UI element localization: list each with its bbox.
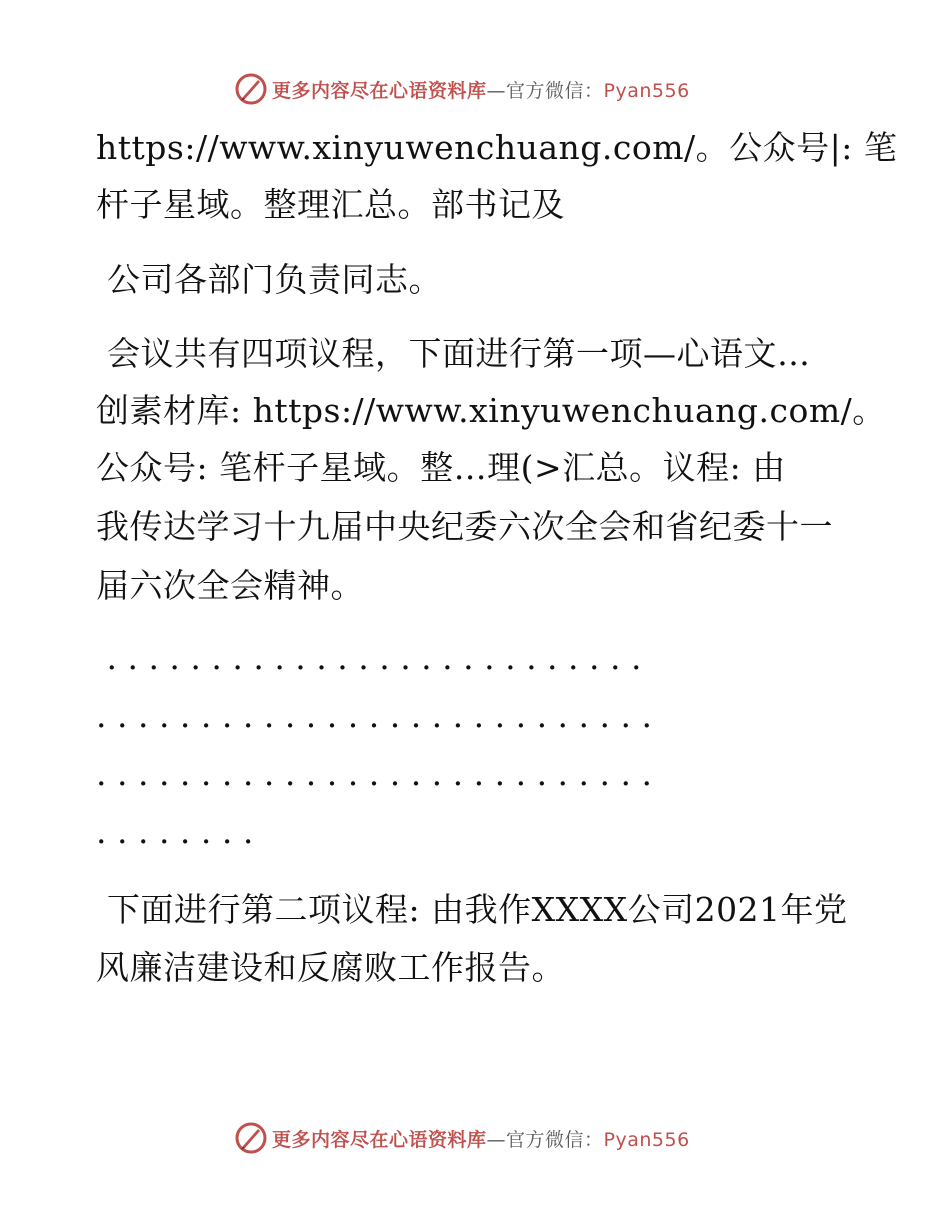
ellipsis-dots: . . . . . . . . . . . . . . . . . . . . . . . . . . <box>96 638 642 677</box>
body-line: 我传达学习十九届中央纪委六次全会和省纪委十一 <box>96 507 833 546</box>
banner-text <box>272 76 690 103</box>
banner-wechat: Pyan556 <box>603 1128 690 1151</box>
footer-banner <box>234 1120 754 1156</box>
body-line: https://www.xinyuwenchuang.com/。公众号|: 笔 <box>96 128 898 167</box>
body-line: 杆子星域。整理汇总。部书记及 <box>96 185 565 224</box>
ellipsis-dots: . . . . . . . . <box>96 812 254 851</box>
body-line: 下面进行第二项议程: 由我作XXXX公司2021年党 <box>96 890 848 929</box>
ellipsis-dots: . . . . . . . . . . . . . . . . . . . . . . . . . . . <box>96 696 652 735</box>
body-line: 公司各部门负责同志。 <box>96 260 442 299</box>
banner-brand: 更多内容尽在心语资料库 <box>272 1128 487 1151</box>
ellipsis-dots: . . . . . . . . . . . . . . . . . . . . . . . . . . . <box>96 754 652 793</box>
banner-separator: —官方微信： <box>486 79 604 102</box>
banner-separator: —官方微信： <box>486 1128 604 1151</box>
body-line: 创素材库: https://www.xinyuwenchuang.com/。 <box>96 391 886 430</box>
header-banner <box>234 71 754 107</box>
banner-text <box>272 1125 690 1152</box>
body-line: 届六次全会精神。 <box>96 566 364 605</box>
quill-logo-icon <box>234 72 268 106</box>
banner-wechat: Pyan556 <box>603 79 690 102</box>
body-line: 公众号: 笔杆子星域。整…理(>汇总。议程: 由 <box>96 448 786 487</box>
quill-logo-icon <box>234 1121 268 1155</box>
body-line: 会议共有四项议程，下面进行第一项—心语文… <box>96 334 811 373</box>
banner-brand: 更多内容尽在心语资料库 <box>272 79 487 102</box>
body-line: 风廉洁建设和反腐败工作报告。 <box>96 948 565 987</box>
